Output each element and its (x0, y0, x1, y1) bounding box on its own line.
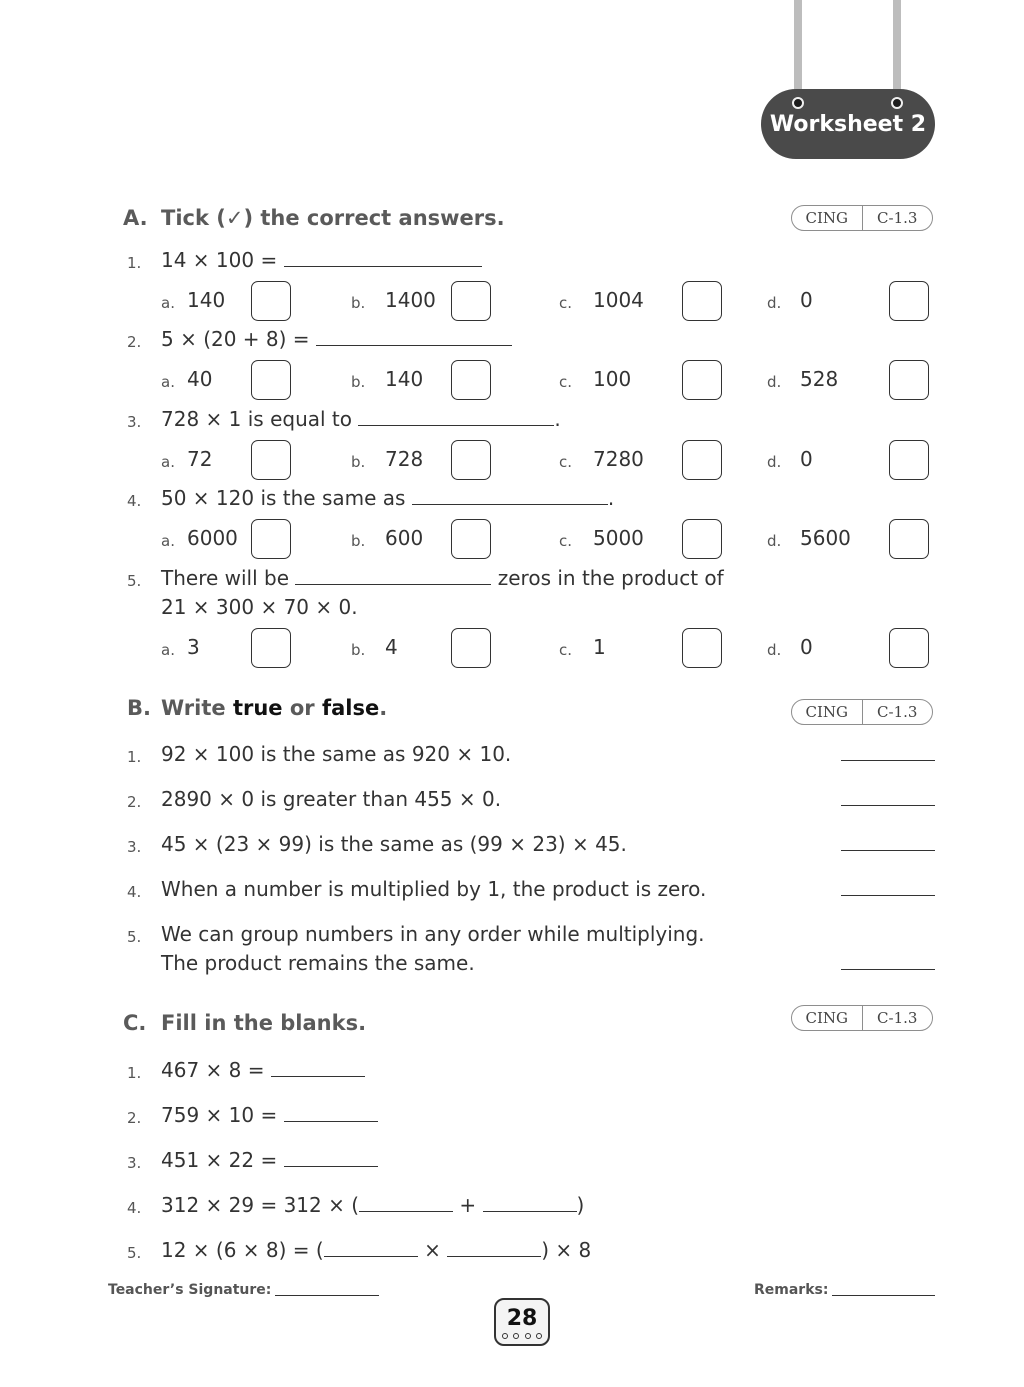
question-text-line2: 21 × 300 × 70 × 0. (161, 595, 358, 619)
tick-box[interactable] (682, 360, 722, 400)
cing-tag-a: CING C-1.3 (791, 205, 933, 231)
tick-box[interactable] (251, 360, 291, 400)
tick-box[interactable] (682, 440, 722, 480)
hanger-hole-right-icon (891, 97, 903, 109)
option-letter: d. (767, 294, 782, 312)
cing-tag-b: CING C-1.3 (791, 699, 933, 725)
question-number: 1. (127, 748, 142, 766)
option-letter: b. (351, 294, 366, 312)
option-letter: a. (161, 453, 175, 471)
tick-box[interactable] (682, 281, 722, 321)
question-number: 4. (127, 492, 142, 510)
answer-blank[interactable] (358, 424, 554, 426)
question-number: 5. (127, 928, 142, 946)
question-number: 2. (127, 793, 142, 811)
badge-dots-icon (502, 1333, 542, 1339)
question-text: 50 × 120 is the same as . (161, 486, 615, 510)
question-number: 3. (127, 413, 142, 431)
question-text: 312 × 29 = 312 × ( + ) (161, 1193, 585, 1217)
option-letter: c. (559, 373, 573, 391)
tick-box[interactable] (451, 440, 491, 480)
true-false-answer-line[interactable] (841, 895, 935, 896)
question-number: 5. (127, 572, 142, 590)
remarks-line[interactable] (832, 1295, 935, 1296)
option-value: 1 (593, 635, 606, 659)
option-value: 1004 (593, 288, 644, 312)
answer-blank[interactable] (412, 503, 608, 505)
question-text-line2: The product remains the same. (161, 951, 475, 975)
question-number: 1. (127, 1064, 142, 1082)
tick-box[interactable] (889, 628, 929, 668)
hanger-rod-left (794, 0, 802, 98)
section-a-title: A. Tick (✓) the correct answers. (123, 206, 505, 230)
worksheet-label: Worksheet 2 (769, 111, 927, 137)
option-letter: d. (767, 641, 782, 659)
answer-blank[interactable] (271, 1075, 365, 1077)
remarks-label: Remarks: (754, 1282, 829, 1298)
option-letter: c. (559, 532, 573, 550)
option-letter: b. (351, 641, 366, 659)
true-false-answer-line[interactable] (841, 760, 935, 761)
option-letter: d. (767, 532, 782, 550)
tick-box[interactable] (251, 628, 291, 668)
question-text: 92 × 100 is the same as 920 × 10. (161, 742, 512, 766)
option-letter: c. (559, 294, 573, 312)
answer-blank[interactable] (295, 583, 491, 585)
worksheet-badge (761, 89, 935, 159)
page-number-badge (494, 1298, 550, 1346)
answer-blank[interactable] (324, 1255, 418, 1257)
question-text: 451 × 22 = (161, 1148, 378, 1172)
question-number: 5. (127, 1244, 142, 1262)
question-number: 1. (127, 254, 142, 272)
question-text: 14 × 100 = (161, 248, 482, 272)
answer-blank[interactable] (359, 1210, 453, 1212)
option-letter: b. (351, 532, 366, 550)
question-text: When a number is multiplied by 1, the product is zero. (161, 877, 707, 901)
hanger-hole-left-icon (792, 97, 804, 109)
tick-box[interactable] (451, 628, 491, 668)
teacher-signature-line[interactable] (275, 1295, 379, 1296)
question-number: 3. (127, 838, 142, 856)
tick-box[interactable] (251, 519, 291, 559)
tick-box[interactable] (451, 360, 491, 400)
option-value: 0 (800, 447, 813, 471)
option-value: 728 (385, 447, 424, 471)
true-false-answer-line[interactable] (841, 805, 935, 806)
question-number: 3. (127, 1154, 142, 1172)
option-letter: c. (559, 453, 573, 471)
option-letter: a. (161, 373, 175, 391)
question-text: 2890 × 0 is greater than 455 × 0. (161, 787, 502, 811)
option-letter: b. (351, 373, 366, 391)
question-number: 2. (127, 1109, 142, 1127)
tick-box[interactable] (889, 281, 929, 321)
section-b-title: B. Write true or false. (127, 696, 388, 720)
option-value: 4 (385, 635, 398, 659)
option-value: 0 (800, 288, 813, 312)
option-value: 6000 (187, 526, 238, 550)
answer-blank[interactable] (483, 1210, 577, 1212)
hanger-rod-right (893, 0, 901, 98)
option-value: 1400 (385, 288, 436, 312)
tick-box[interactable] (889, 360, 929, 400)
tick-box[interactable] (451, 281, 491, 321)
true-false-answer-line[interactable] (841, 850, 935, 851)
question-number: 2. (127, 333, 142, 351)
answer-blank[interactable] (284, 265, 482, 267)
question-number: 4. (127, 883, 142, 901)
teacher-signature-label: Teacher’s Signature: (108, 1282, 272, 1298)
question-text: 728 × 1 is equal to . (161, 407, 561, 431)
option-letter: d. (767, 373, 782, 391)
tick-box[interactable] (682, 628, 722, 668)
option-letter: a. (161, 532, 175, 550)
option-letter: d. (767, 453, 782, 471)
question-text: 45 × (23 × 99) is the same as (99 × 23) × 45. (161, 832, 627, 856)
question-number: 4. (127, 1199, 142, 1217)
page-number: 28 (506, 1306, 538, 1331)
question-text: 12 × (6 × 8) = ( × ) × 8 (161, 1238, 592, 1262)
question-text: There will be zeros in the product of (161, 566, 724, 590)
answer-blank[interactable] (284, 1120, 378, 1122)
question-text: 467 × 8 = (161, 1058, 365, 1082)
question-text: We can group numbers in any order while multiplying. (161, 922, 705, 946)
section-c-title: C. Fill in the blanks. (123, 1011, 367, 1035)
option-value: 5000 (593, 526, 644, 550)
option-value: 140 (187, 288, 226, 312)
tick-box[interactable] (682, 519, 722, 559)
option-letter: a. (161, 294, 175, 312)
answer-blank[interactable] (316, 344, 512, 346)
option-value: 100 (593, 367, 632, 391)
cing-tag-c: CING C-1.3 (791, 1005, 933, 1031)
answer-blank[interactable] (447, 1255, 541, 1257)
option-value: 72 (187, 447, 213, 471)
question-text: 5 × (20 + 8) = (161, 327, 512, 351)
answer-blank[interactable] (284, 1165, 378, 1167)
option-value: 600 (385, 526, 424, 550)
tick-box[interactable] (451, 519, 491, 559)
option-letter: b. (351, 453, 366, 471)
option-value: 3 (187, 635, 200, 659)
option-letter: c. (559, 641, 573, 659)
tick-box[interactable] (251, 281, 291, 321)
option-value: 140 (385, 367, 424, 391)
option-value: 7280 (593, 447, 644, 471)
tick-box[interactable] (889, 440, 929, 480)
option-value: 5600 (800, 526, 851, 550)
option-value: 0 (800, 635, 813, 659)
option-value: 528 (800, 367, 839, 391)
option-letter: a. (161, 641, 175, 659)
option-value: 40 (187, 367, 213, 391)
tick-box[interactable] (251, 440, 291, 480)
true-false-answer-line[interactable] (841, 969, 935, 970)
tick-box[interactable] (889, 519, 929, 559)
question-text: 759 × 10 = (161, 1103, 378, 1127)
